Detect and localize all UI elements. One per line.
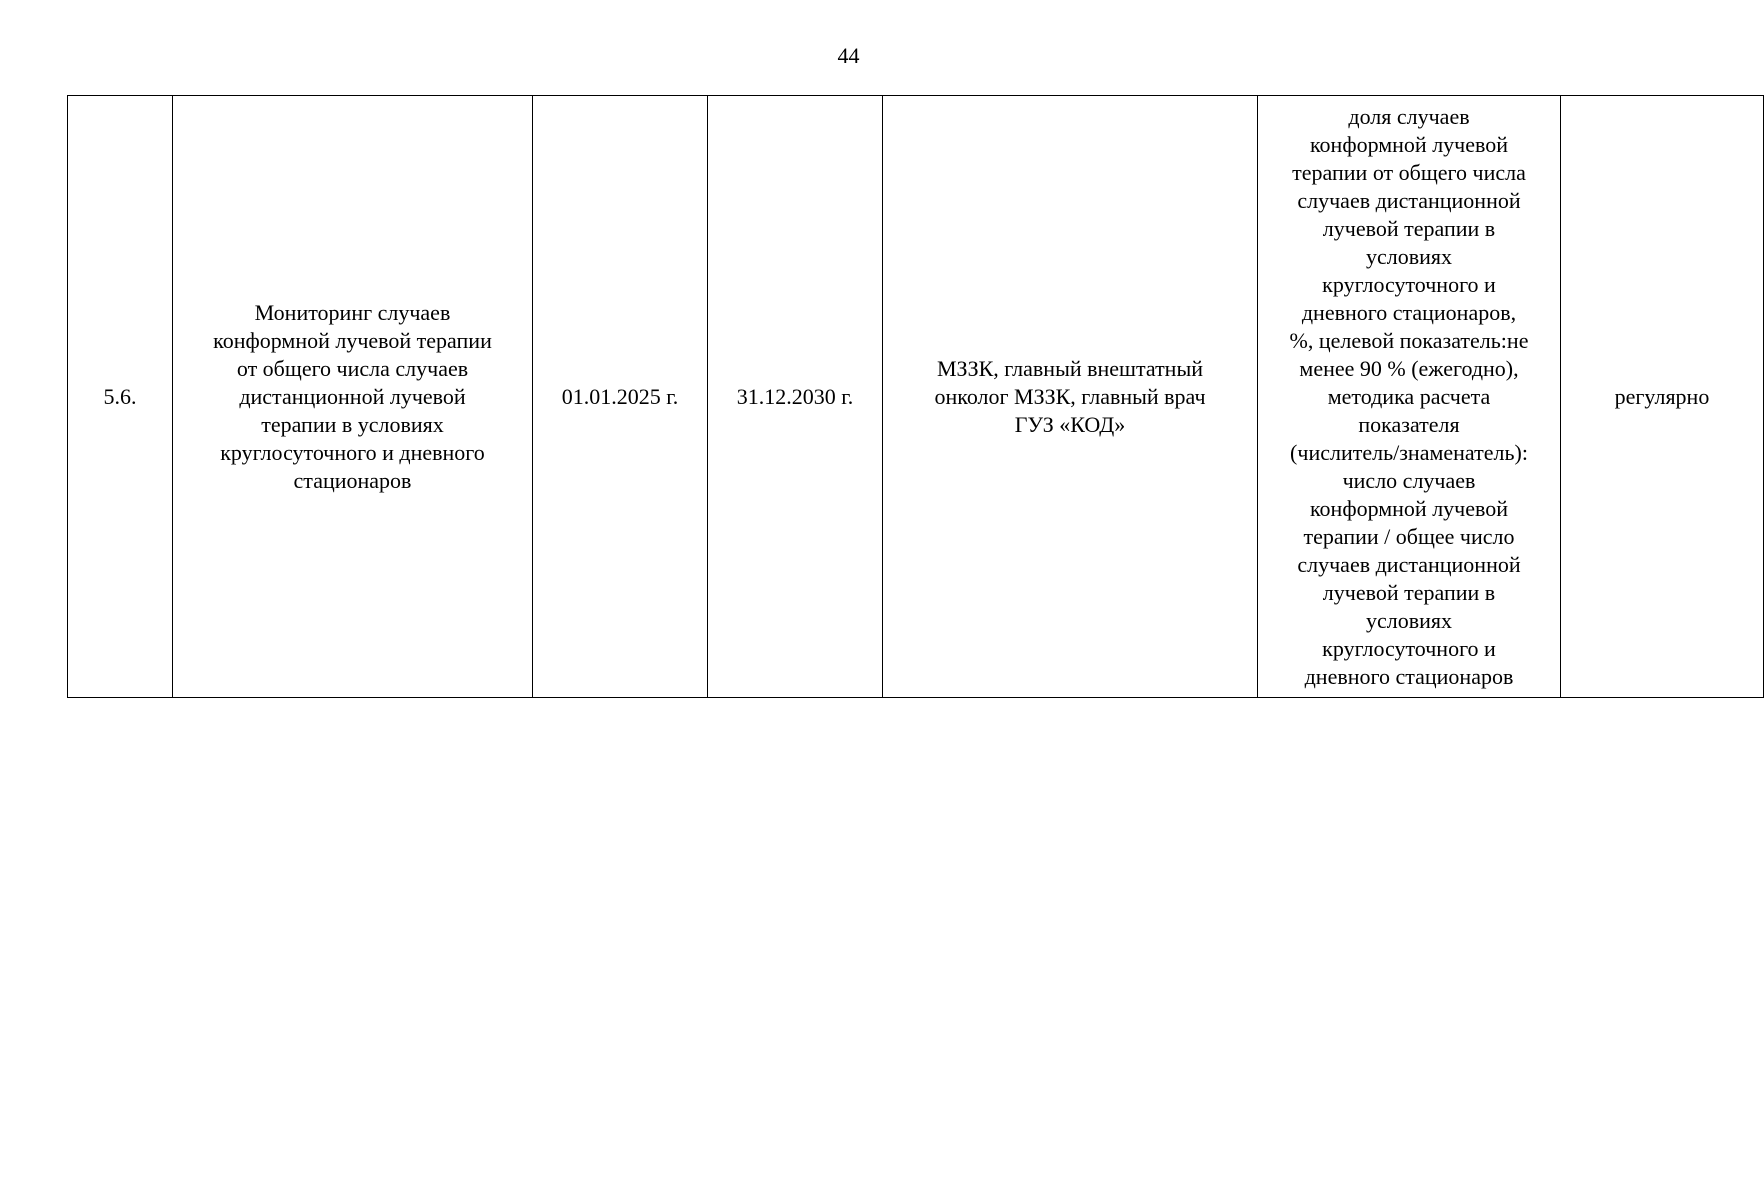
action-line: Мониторинг случаев	[254, 299, 451, 325]
indicator-line: число случаев	[1342, 467, 1476, 493]
row-number: 5.6.	[103, 383, 137, 409]
indicator-line: терапии / общее число	[1303, 523, 1515, 549]
indicator-line: условиях	[1365, 243, 1453, 269]
action-line: конформной лучевой терапии	[213, 327, 492, 353]
indicator-line: конформной лучевой	[1309, 495, 1509, 521]
page-number: 44	[837, 43, 860, 68]
end-date: 31.12.2030 г.	[736, 383, 854, 409]
action-line: круглосуточного и дневного	[220, 439, 485, 465]
end-date-cell	[708, 96, 883, 698]
start-date-cell	[533, 96, 708, 698]
indicator-line: случаев дистанционной	[1297, 551, 1521, 577]
indicator-cell	[1258, 96, 1561, 698]
frequency: регулярно	[1614, 383, 1710, 409]
indicator-line: условиях	[1365, 607, 1453, 633]
action-line: терапии в условиях	[261, 411, 444, 437]
indicator-line: случаев дистанционной	[1297, 187, 1521, 213]
indicator-line: показателя	[1358, 411, 1460, 437]
indicator-line: круглосуточного и	[1322, 271, 1496, 297]
table-row	[68, 96, 1764, 698]
indicator-line: менее 90 % (ежегодно),	[1299, 355, 1519, 381]
indicator-line: доля случаев	[1348, 103, 1470, 129]
responsible-cell	[883, 96, 1258, 698]
indicator-line: круглосуточного и	[1322, 635, 1496, 661]
measures-table	[67, 95, 1764, 698]
indicator-line: методика расчета	[1327, 383, 1491, 409]
indicator-line: %, целевой показатель:не	[1289, 327, 1529, 353]
responsible-line: онколог МЗЗК, главный врач	[934, 383, 1206, 409]
action-line: дистанционной лучевой	[239, 383, 466, 409]
responsible-line: ГУЗ «КОД»	[1014, 411, 1126, 437]
frequency-cell	[1561, 96, 1764, 698]
indicator-line: терапии от общего числа	[1292, 159, 1526, 185]
indicator-line: (числитель/знаменатель):	[1290, 439, 1528, 465]
start-date: 01.01.2025 г.	[561, 383, 679, 409]
action-cell	[173, 96, 533, 698]
indicator-line: конформной лучевой	[1309, 131, 1509, 157]
responsible-line: МЗЗК, главный внештатный	[936, 355, 1204, 381]
indicator-line: лучевой терапии в	[1322, 579, 1496, 605]
action-line: от общего числа случаев	[236, 355, 469, 381]
indicator-line: дневного стационаров	[1304, 663, 1514, 689]
indicator-line: лучевой терапии в	[1322, 215, 1496, 241]
indicator-line: дневного стационаров,	[1301, 299, 1517, 325]
action-line: стационаров	[293, 467, 412, 493]
row-number-cell	[68, 96, 173, 698]
